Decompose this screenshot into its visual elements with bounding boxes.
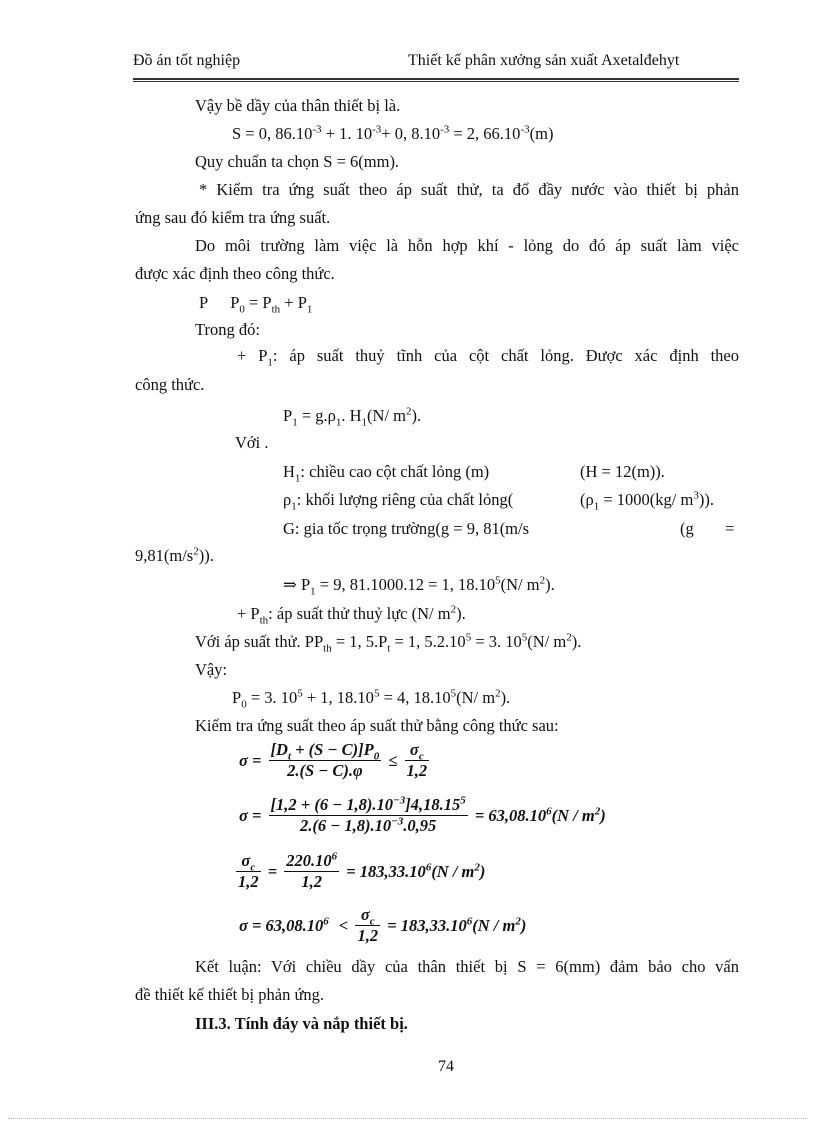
footer-divider xyxy=(8,1118,808,1119)
text-line: G: gia tốc trọng trường(g = 9, 81(m/s xyxy=(283,519,530,538)
text-line: đề thiết kế thiết bị phản ứng. xyxy=(135,985,325,1004)
text-line: P $P_0 = P_{th} + P_1$ xyxy=(199,293,313,316)
formula-stress-general: σ = $\frac{[D_t + (S - C)]P_0}{2.(S - C).\varphi}$ ≤ $\frac{\sigma_c}{1,2}$ xyxy=(239,740,428,780)
text-line: Kiểm tra ứng suất theo áp suất thử bằng công thức sau: xyxy=(195,716,559,735)
text-line: ứng sau đó kiểm tra ứng suất. xyxy=(135,208,331,227)
text-line: Với áp suất thử. $PP_{th} = 1$, $5.P_t = 1$, $5.2.10^5 = 3$. $10^5(N/$ $m^2$). xyxy=(195,631,582,655)
text-line: (H = 12(m)). xyxy=(580,462,665,481)
text-line: $P_0 = 3$. $10^5 + 1$, $18.10^5 = 4$, 18.10$^5$(N/ $m^2$). xyxy=(232,687,511,711)
header-right: Thiết kế phân xưởng sản xuất Axetalđehyt xyxy=(408,52,680,69)
page-number: 74 xyxy=(438,1058,454,1075)
text-line: $H_1$: chiều cao cột chất lỏng (m) xyxy=(283,462,490,485)
text-line: S = 0, $86.10^{-3} + 1$. $10^{-3}+ 0$, $8.10^{-3} = 2$, $66.10^{-3}(m)$ xyxy=(232,123,554,143)
text-line: Vậy: xyxy=(195,660,228,679)
text-line: Quy chuẩn ta chọn S = 6(mm). xyxy=(195,152,400,171)
text-line: ($\rho_1 = 1000(kg/$ $m^3$)). xyxy=(580,489,714,513)
text-line: Kết luận: Với chiều dầy của thân thiết bị S = 6(mm) đảm bảo cho vấn xyxy=(195,957,739,976)
text-line: + $P_{th}$: áp suất thử thuỷ lực (N/ $m^2$). xyxy=(237,603,466,627)
text-line: $9,81(m/s^2)$). xyxy=(135,545,214,565)
text-line: $\rho_1$: khối lượng riêng của chất lỏng( xyxy=(283,490,514,513)
text-line: Trong đó: xyxy=(195,320,260,339)
formula-stress-comparison: $\sigma = 63,08.10^6$ < $\frac{\sigma_c}{1,2}$ = $183,33.10^6(N / m^2)$ xyxy=(239,905,527,945)
text-line: + $P_1$: áp suất thuỷ tĩnh của cột chất lỏng. Được xác định theo xyxy=(237,346,740,369)
text-line: ⇒ $P_1 = 9$, 81.1000.12 = 1, 18.10$^5$(N/ $m^2$). xyxy=(283,574,555,598)
text-line: được xác định theo công thức. xyxy=(135,264,335,283)
formula-allowable-stress: $\frac{\sigma_c}{1,2}$ = $\frac{220.10^6}{1,2}$ = $183,33.10^6(N / m^2)$ xyxy=(238,850,486,891)
formula-stress-computed: σ = $\frac{[1,2 + (6 - 1,8).10^{-3}]4,18.15^5}{2.(6 - 1,8).10^{-3}.0,95}$ = $63,08.10^6(N / m^2)$ xyxy=(239,794,606,835)
text-line: công thức. xyxy=(135,375,205,394)
section-heading: III.3. Tính đáy và nắp thiết bị. xyxy=(195,1014,408,1033)
text-line: Vậy bề dầy của thân thiết bị là. xyxy=(195,96,401,115)
text-line: $P_1 = g.\rho_1$. $H_1(N/$ $m^2$). xyxy=(283,405,422,429)
header-left: Đồ án tốt nghiệp xyxy=(133,52,241,69)
text-line: * Kiểm tra ứng suất theo áp suất thử, ta đổ đầy nước vào thiết bị phản xyxy=(199,180,739,199)
header-rule xyxy=(133,78,739,82)
text-line: Do môi trường làm việc là hỗn hợp khí - lỏng do đó áp suất làm việc xyxy=(195,236,739,255)
text-line: (g xyxy=(680,519,694,538)
text-line: = xyxy=(725,519,735,538)
text-line: Với . xyxy=(235,433,269,452)
